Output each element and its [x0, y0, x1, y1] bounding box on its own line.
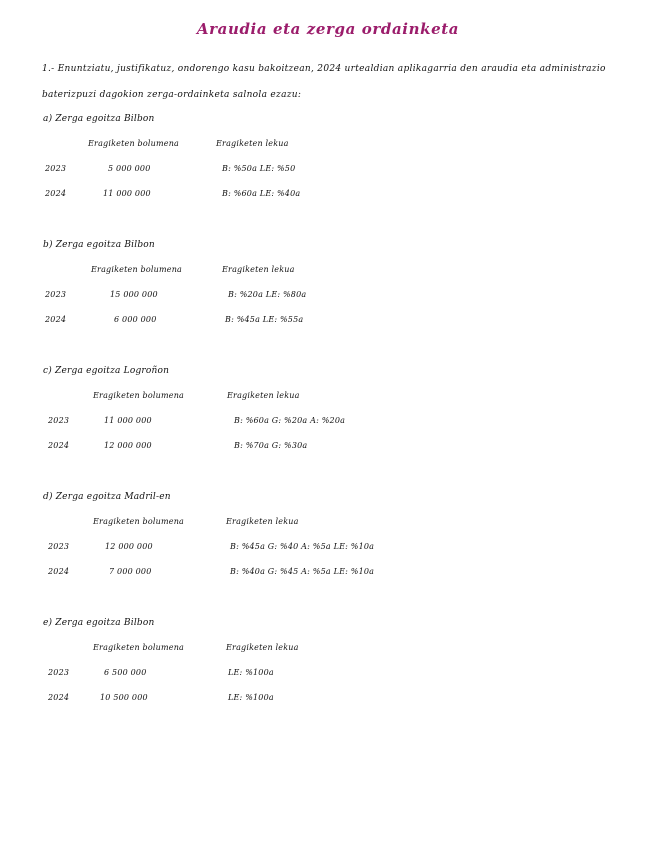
row-volume: 6 500 000: [104, 668, 147, 677]
row-volume: 11 000 000: [103, 189, 151, 198]
section-heading: b) Zerga egoitza Bilbon: [43, 240, 155, 250]
row-place: B: %20a LE: %80a: [228, 290, 307, 299]
row-year: 2024: [45, 315, 67, 324]
row-place: LE: %100a: [228, 668, 274, 677]
section-heading: e) Zerga egoitza Bilbon: [43, 618, 155, 628]
section-heading: d) Zerga egoitza Madril-en: [43, 492, 171, 502]
row-volume: 12 000 000: [105, 542, 153, 551]
row-place: B: %60a G: %20a A: %20a: [234, 416, 346, 425]
row-year: 2023: [48, 542, 70, 551]
row-volume: 7 000 000: [109, 567, 152, 576]
row-year: 2024: [45, 189, 67, 198]
intro-line-2: baterizpuzi dagokion zerga-ordainketa salnola ezazu:: [42, 90, 302, 100]
column-header-place: Eragiketen lekua: [222, 265, 295, 274]
row-place: B: %40a G: %45 A: %5a LE: %10a: [230, 567, 375, 576]
column-header-volume: Eragiketen bolumena: [93, 517, 185, 526]
row-year: 2023: [48, 668, 70, 677]
row-year: 2023: [48, 416, 70, 425]
section-heading: c) Zerga egoitza Logroñon: [43, 366, 170, 376]
row-year: 2023: [45, 164, 67, 173]
column-header-place: Eragiketen lekua: [216, 139, 289, 148]
intro-line-1: 1.- Enuntziatu, justifikatuz, ondorengo kasu bakoitzean, 2024 urtealdian aplikagarria den araudia eta administrazio: [42, 64, 606, 74]
row-place: B: %70a G: %30a: [234, 441, 308, 450]
row-year: 2024: [48, 693, 70, 702]
row-place: LE: %100a: [228, 693, 274, 702]
section-heading: a) Zerga egoitza Bilbon: [43, 114, 155, 124]
column-header-volume: Eragiketen bolumena: [91, 265, 183, 274]
row-volume: 5 000 000: [108, 164, 151, 173]
column-header-place: Eragiketen lekua: [227, 391, 300, 400]
column-header-volume: Eragiketen bolumena: [93, 391, 185, 400]
row-year: 2023: [45, 290, 67, 299]
page-title: Araudia eta zerga ordainketa: [196, 20, 460, 38]
row-year: 2024: [48, 567, 70, 576]
row-volume: 11 000 000: [104, 416, 152, 425]
row-place: B: %45a G: %40 A: %5a LE: %10a: [230, 542, 375, 551]
row-place: B: %60a LE: %40a: [222, 189, 301, 198]
row-volume: 12 000 000: [104, 441, 152, 450]
row-volume: 6 000 000: [114, 315, 157, 324]
row-volume: 10 500 000: [100, 693, 148, 702]
row-volume: 15 000 000: [110, 290, 158, 299]
row-place: B: %45a LE: %55a: [225, 315, 304, 324]
column-header-volume: Eragiketen bolumena: [88, 139, 180, 148]
column-header-place: Eragiketen lekua: [226, 643, 299, 652]
row-year: 2024: [48, 441, 70, 450]
row-place: B: %50a LE: %50: [222, 164, 296, 173]
column-header-place: Eragiketen lekua: [226, 517, 299, 526]
column-header-volume: Eragiketen bolumena: [93, 643, 185, 652]
